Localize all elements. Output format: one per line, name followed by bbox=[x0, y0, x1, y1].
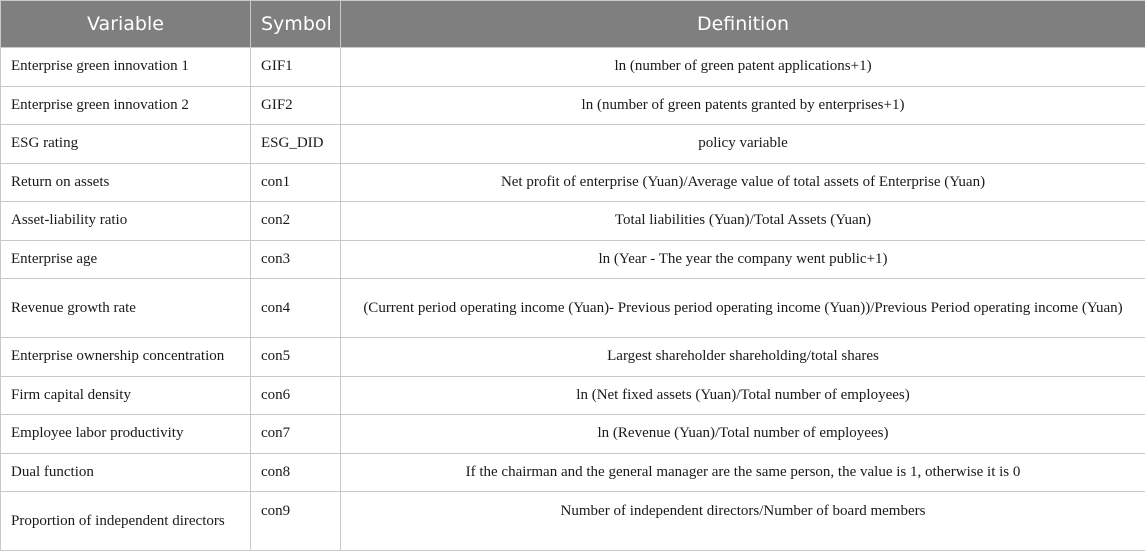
variable-cell: Enterprise age bbox=[1, 240, 251, 279]
header-variable: Variable bbox=[1, 1, 251, 48]
variable-cell: Enterprise green innovation 2 bbox=[1, 86, 251, 125]
variable-cell: Enterprise green innovation 1 bbox=[1, 48, 251, 87]
variable-cell: Employee labor productivity bbox=[1, 415, 251, 454]
definition-cell: policy variable bbox=[341, 125, 1145, 164]
table-row bbox=[1, 279, 1145, 338]
symbol-cell: con1 bbox=[251, 163, 341, 202]
symbol-cell: con6 bbox=[251, 376, 341, 415]
definition-cell: ln (Revenue (Yuan)/Total number of employees) bbox=[341, 415, 1145, 454]
definition-cell: If the chairman and the general manager are the same person, the value is 1, otherwise it is 0 bbox=[341, 453, 1145, 492]
variable-cell: Revenue growth rate bbox=[1, 279, 251, 338]
header-symbol: Symbol bbox=[251, 1, 341, 48]
definition-cell: ln (Net fixed assets (Yuan)/Total number of employees) bbox=[341, 376, 1145, 415]
symbol-cell: GIF2 bbox=[251, 86, 341, 125]
table-row bbox=[1, 163, 1145, 202]
symbol-cell: con2 bbox=[251, 202, 341, 241]
table-row bbox=[1, 48, 1145, 87]
variable-cell: Dual function bbox=[1, 453, 251, 492]
table-row bbox=[1, 415, 1145, 454]
definition-cell: Total liabilities (Yuan)/Total Assets (Yuan) bbox=[341, 202, 1145, 241]
definition-cell: Net profit of enterprise (Yuan)/Average value of total assets of Enterprise (Yuan) bbox=[341, 163, 1145, 202]
symbol-cell: con9 bbox=[251, 492, 341, 551]
variable-cell: Enterprise ownership concentration bbox=[1, 338, 251, 377]
variable-cell: Asset-liability ratio bbox=[1, 202, 251, 241]
header-row bbox=[1, 1, 1145, 48]
definition-cell: ln (number of green patents granted by enterprises+1) bbox=[341, 86, 1145, 125]
header-definition: Definition bbox=[341, 1, 1145, 48]
variable-cell: Firm capital density bbox=[1, 376, 251, 415]
table-row bbox=[1, 492, 1145, 551]
table-row bbox=[1, 453, 1145, 492]
symbol-cell: con4 bbox=[251, 279, 341, 338]
table-body bbox=[1, 48, 1145, 551]
symbol-cell: ESG_DID bbox=[251, 125, 341, 164]
symbol-cell: con7 bbox=[251, 415, 341, 454]
symbol-cell: con5 bbox=[251, 338, 341, 377]
variable-cell: Return on assets bbox=[1, 163, 251, 202]
definition-cell: (Current period operating income (Yuan)- Previous period operating income (Yuan))/Previous Period operating income (Yuan) bbox=[341, 279, 1145, 338]
symbol-cell: con3 bbox=[251, 240, 341, 279]
table-row bbox=[1, 86, 1145, 125]
table-row bbox=[1, 376, 1145, 415]
table-row bbox=[1, 125, 1145, 164]
table-row bbox=[1, 338, 1145, 377]
definition-cell: Largest shareholder shareholding/total shares bbox=[341, 338, 1145, 377]
definition-cell: ln (number of green patent applications+1) bbox=[341, 48, 1145, 87]
variable-cell: ESG rating bbox=[1, 125, 251, 164]
definition-cell: ln (Year - The year the company went public+1) bbox=[341, 240, 1145, 279]
definition-cell: Number of independent directors/Number of board members bbox=[341, 492, 1145, 551]
table-header bbox=[1, 1, 1145, 48]
variable-cell: Proportion of independent directors bbox=[1, 492, 251, 551]
table-row bbox=[1, 240, 1145, 279]
table-row bbox=[1, 202, 1145, 241]
symbol-cell: con8 bbox=[251, 453, 341, 492]
symbol-cell: GIF1 bbox=[251, 48, 341, 87]
